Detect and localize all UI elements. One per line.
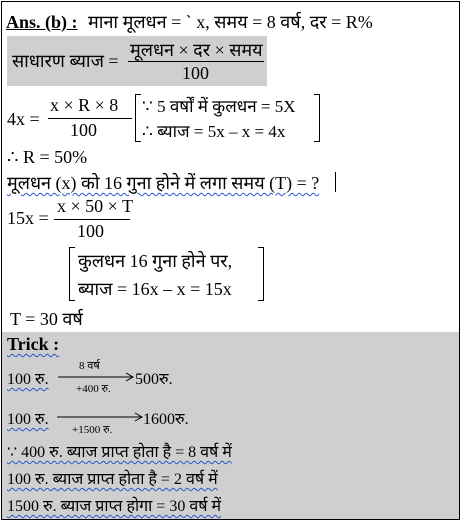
eq2-bracket-right xyxy=(314,94,320,142)
trick-row2-start-text: 100 रु. xyxy=(7,411,49,428)
question-text: मूलधन (x) को 16 गुना होने में लगा समय (T) = ? xyxy=(7,173,320,193)
trick-line-3-text: ∵ 400 रु. ब्याज प्राप्त होता है = 8 वर्ष में xyxy=(7,444,232,461)
eq2-denominator: 100 xyxy=(70,120,97,140)
eq3-numerator: x × 50 × T xyxy=(57,196,133,216)
trick-row2-arrow xyxy=(57,412,147,422)
formula-numerator: मूलधन × दर × समय xyxy=(130,40,263,60)
trick-line-5 xyxy=(7,494,221,516)
eq2-numerator: x × R × 8 xyxy=(50,95,119,115)
trick-title xyxy=(7,334,59,355)
trick-row2-start xyxy=(7,407,49,429)
answer-heading xyxy=(6,10,373,34)
trick-line-4 xyxy=(7,467,218,489)
eq3-lhs: 15x = xyxy=(7,208,49,228)
text-cursor xyxy=(335,172,336,192)
trick-row2-end: 1600रु. xyxy=(143,411,189,428)
trick-row1-start xyxy=(7,367,49,389)
eq3-fraction-bar xyxy=(54,219,130,220)
eq2-lhs: 4x = xyxy=(7,109,40,129)
answer-label: Ans. (b) : xyxy=(6,12,78,32)
eq2-condition-1: ∵ 5 वर्षों में कुलधन = 5X xyxy=(142,97,296,116)
trick-row1-end: 500रु. xyxy=(135,371,173,388)
eq2-fraction-bar xyxy=(48,118,132,119)
formula-fraction-bar xyxy=(128,61,264,62)
answer-box xyxy=(1,1,460,520)
time-result: T = 30 वर्ष xyxy=(10,309,83,329)
question-line xyxy=(7,171,319,195)
trick-row1-start-text: 100 रु. xyxy=(7,371,49,388)
trick-line-4-text: 100 रु. ब्याज प्राप्त होता है = 2 वर्ष में xyxy=(7,471,218,488)
trick-title-text: Trick : xyxy=(7,334,60,354)
formula-lhs: साधारण ब्याज = xyxy=(12,51,119,71)
trick-row1-above: 8 वर्ष xyxy=(79,360,100,372)
cond3-line-2: ब्याज = 16x – x = 15x xyxy=(78,279,232,299)
trick-line-3 xyxy=(7,440,232,462)
cond3-line-1: कुलधन 16 गुना होने पर, xyxy=(78,251,233,271)
eq2-condition-2: ∴ ब्याज = 5x – x = 4x xyxy=(142,122,286,141)
cond3-bracket-left xyxy=(69,247,75,301)
eq2-bracket-left xyxy=(135,94,141,142)
formula-denominator: 100 xyxy=(182,63,209,83)
trick-row1-below: +400 रु. xyxy=(76,383,111,395)
trick-line-5-text: 1500 रु. ब्याज प्राप्त होगा = 30 वर्ष में xyxy=(7,498,222,515)
trick-section xyxy=(2,332,460,520)
eq3-denominator: 100 xyxy=(77,221,104,241)
cond3-bracket-right xyxy=(258,247,264,301)
rate-result: ∴ R = 50% xyxy=(7,147,88,167)
assumption-text: माना मूलधन = ` x, समय = 8 वर्ष, दर = R% xyxy=(88,12,373,32)
trick-row2-below: +1500 रु. xyxy=(72,424,113,436)
